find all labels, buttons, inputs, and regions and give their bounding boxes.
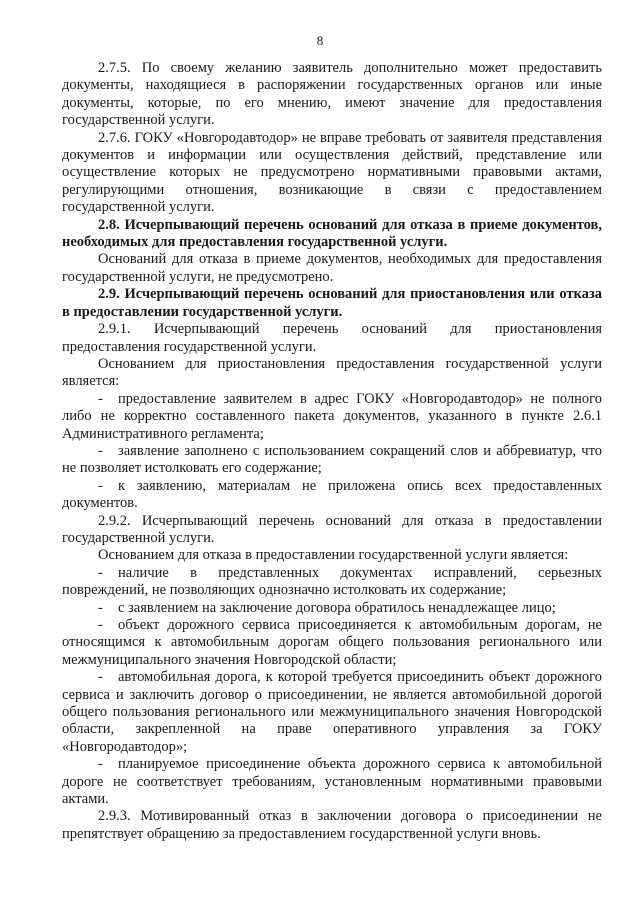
list-item-text: наличие в представленных документах исправлений, серьезных повреждений, не позволяющих однозначно истолковать их содержание; bbox=[62, 564, 602, 599]
paragraph: Оснований для отказа в приеме документов, необходимых для предоставления государственной услуги, не предусмотрено. bbox=[62, 251, 602, 285]
list-item bbox=[62, 391, 602, 443]
list-marker: - bbox=[98, 564, 103, 581]
paragraph: 2.9.3. Мотивированный отказ в заключении договора о присоединении не препятствует обращению за предоставлением государственной услуги вновь. bbox=[62, 808, 602, 842]
list-item-text: автомобильная дорога, к которой требуется присоединить объект дорожного сервиса и заключить договор о присоединении, не является автомобильной дорогой общего пользования регионального или межмуниципального значения Новгородской области, закрепленной на праве оперативного управления за ГОКУ «Новгородавтодор»; bbox=[62, 669, 602, 755]
list-item-text: заявление заполнено с использованием сокращений слов и аббревиатур, что не позволяет истолковать его содержание; bbox=[62, 442, 602, 477]
paragraph: Основанием для отказа в предоставлении государственной услуги является: bbox=[98, 547, 569, 564]
list-item bbox=[62, 669, 602, 756]
list-item bbox=[62, 617, 602, 669]
list-marker: - bbox=[98, 756, 103, 773]
list-item bbox=[62, 756, 602, 808]
list-item bbox=[62, 565, 602, 600]
document-body bbox=[62, 60, 602, 843]
list-marker: - bbox=[98, 442, 103, 459]
list-item-text: с заявлением на заключение договора обратилось ненадлежащее лицо; bbox=[118, 599, 556, 616]
list-item-text: предоставление заявителем в адрес ГОКУ «Новгородавтодор» не полного либо не корректно составленного пакета документов, указанного в пункте 2.6.1 Административного регламента; bbox=[62, 390, 602, 442]
list-marker: - bbox=[98, 390, 103, 407]
list-marker: - bbox=[98, 669, 103, 686]
list-marker: - bbox=[98, 599, 103, 616]
section-heading: 2.9. Исчерпывающий перечень оснований для приостановления или отказа в предоставлении государственной услуги. bbox=[62, 286, 602, 320]
list-item bbox=[62, 600, 602, 617]
list-marker: - bbox=[98, 477, 103, 494]
paragraph: 2.9.2. Исчерпывающий перечень оснований для отказа в предоставлении государственной услуги. bbox=[62, 512, 602, 546]
section-heading: 2.8. Исчерпывающий перечень оснований для отказа в приеме документов, необходимых для предоставления государственной услуги. bbox=[62, 216, 602, 251]
page-number: 8 bbox=[316, 33, 324, 48]
list-item-text: к заявлению, материалам не приложена опись всех предоставленных документов. bbox=[62, 477, 602, 512]
paragraph: 2.7.5. По своему желанию заявитель дополнительно может предоставить документы, находящиеся в распоряжении государственных органов или иные документы, которые, по его мнению, имеют значение для предоставления государственной услуги. bbox=[62, 60, 602, 129]
list-item-text: планируемое присоединение объекта дорожного сервиса к автомобильной дороге не соответствует требованиям, установленным нормативными правовыми актами. bbox=[62, 756, 602, 808]
list-item bbox=[62, 478, 602, 513]
list-item-text: объект дорожного сервиса присоединяется к автомобильным дорогам, не относящимся к автомобильным дорогам общего пользования регионального или межмуниципального значения Новгородской области; bbox=[62, 617, 602, 668]
list-item bbox=[62, 443, 602, 478]
paragraph: Основанием для приостановления предоставления государственной услуги является: bbox=[62, 355, 602, 390]
list-marker: - bbox=[98, 617, 103, 633]
paragraph: 2.9.1. Исчерпывающий перечень оснований для приостановления предоставления государственной услуги. bbox=[62, 321, 602, 355]
paragraph: 2.7.6. ГОКУ «Новгородавтодор» не вправе требовать от заявителя представления документов и информации или осуществления действий, представление или осуществление которых не предусмотрено нормативными правовыми актами, регулирующими отношения, возникающие в связи с предоставлением государственной услуги. bbox=[62, 129, 602, 216]
